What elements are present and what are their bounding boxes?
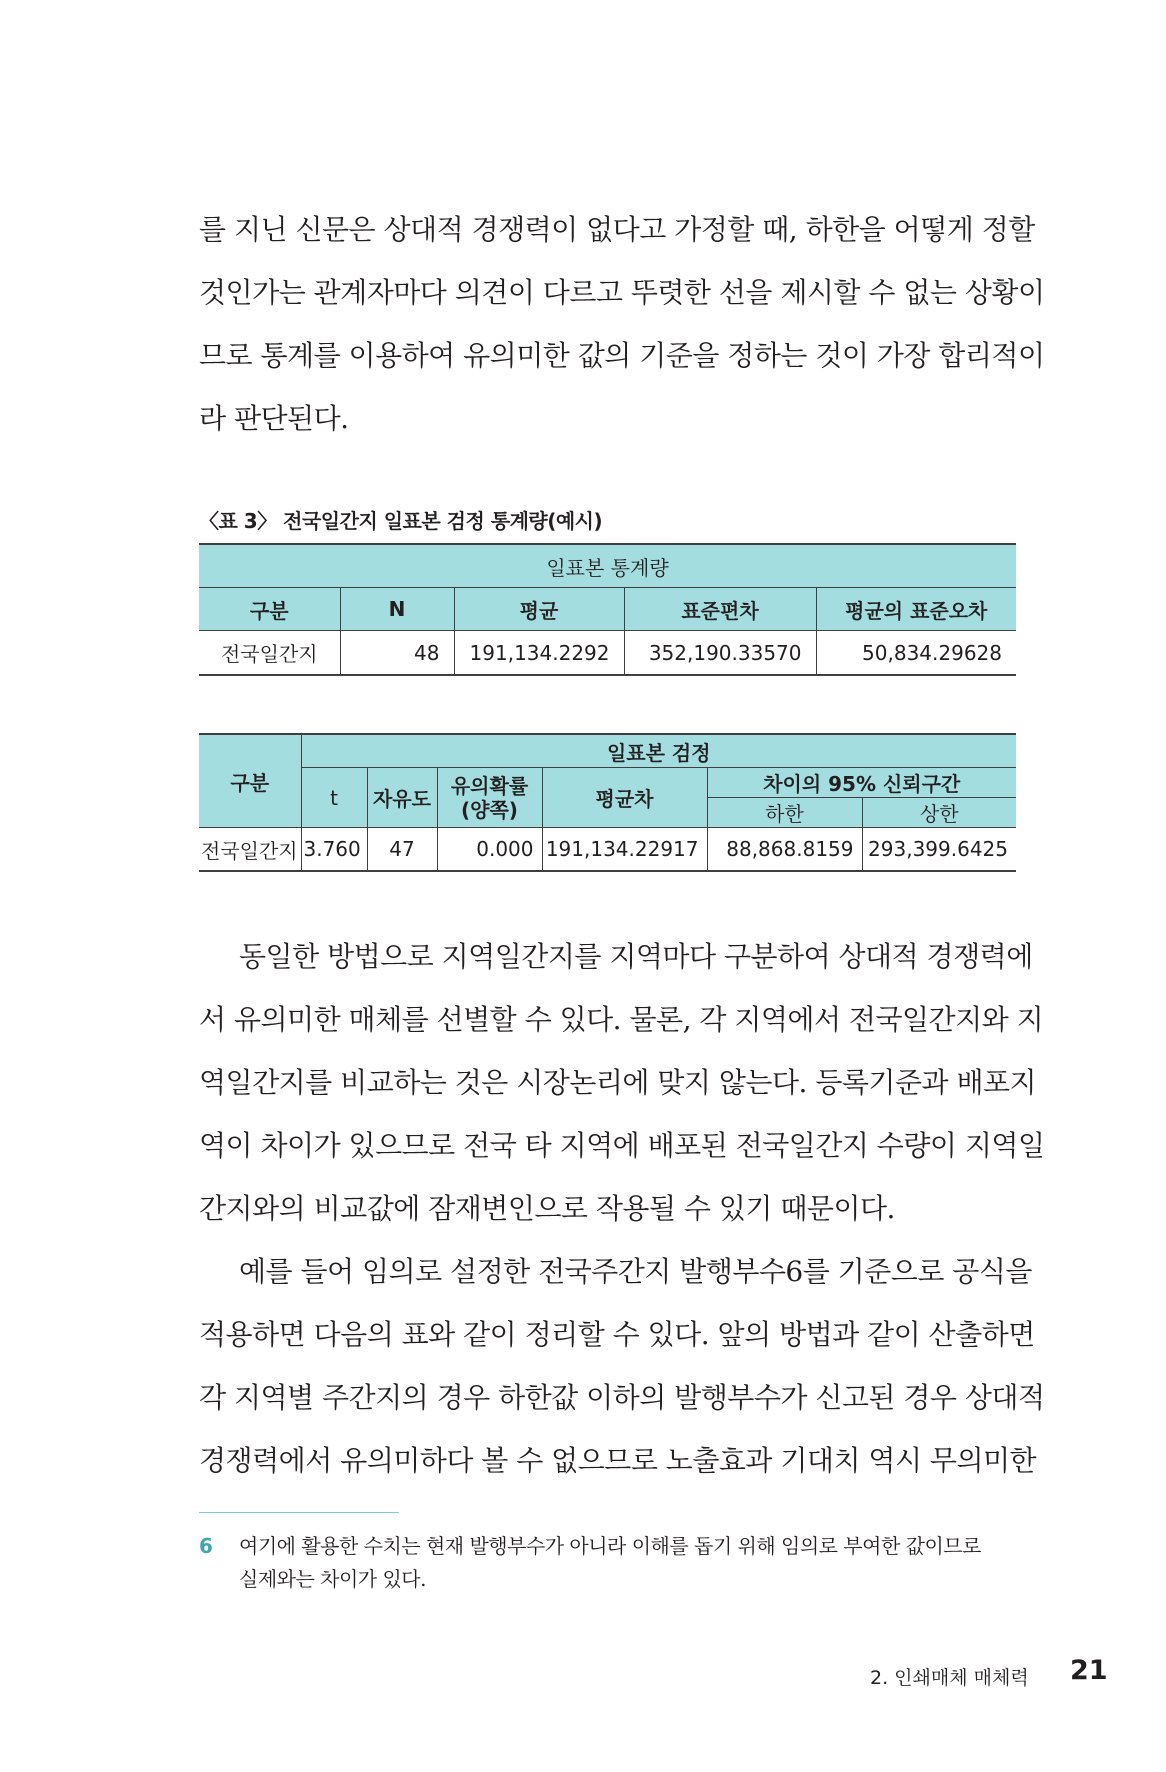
table-cell: 전국일간지: [199, 828, 301, 872]
paragraph-line: 라 판단된다.: [199, 402, 349, 435]
table-cell: 3.760: [301, 828, 367, 872]
table-caption: 〈표 3〉 전국일간지 일표본 검정 통계량(예시): [199, 509, 603, 533]
paragraph-line: 역이 차이가 있으므로 전국 타 지역에 배포된 전국일간지 수량이 지역일: [199, 1129, 1045, 1162]
paragraph-1: [199, 198, 1045, 450]
column-header: 차이의 95% 신뢰구간: [707, 768, 1016, 798]
column-header: N: [340, 588, 454, 631]
table-cell: 50,834.29628: [816, 631, 1016, 676]
footnote-line: 실제와는 차이가 있다.: [239, 1567, 426, 1591]
paragraph-line: 역일간지를 비교하는 것은 시장논리에 맞지 않는다. 등록기준과 배포지: [199, 1066, 1037, 1099]
paragraph-2: [199, 925, 1045, 1240]
running-head: 2. 인쇄매체 매체력: [870, 1667, 1029, 1689]
header-line: 유의확률: [450, 773, 529, 798]
table-cell: 0.000: [437, 828, 542, 872]
table-cell: 191,134.22917: [542, 828, 707, 872]
column-header: 구분: [199, 588, 340, 631]
table-cell: 전국일간지: [199, 631, 340, 676]
paragraph-line: 서 유의미한 매체를 선별할 수 있다. 물론, 각 지역에서 전국일간지와 지: [199, 1003, 1044, 1036]
footnote-line: 여기에 활용한 수치는 현재 발행부수가 아니라 이해를 돕기 위해 임의로 부여한 값이므로: [239, 1534, 981, 1558]
footnote-text: [239, 1530, 1019, 1596]
paragraph-line: 적용하면 다음의 표와 같이 정리할 수 있다. 앞의 방법과 같이 산출하면: [199, 1318, 1035, 1351]
paragraph-line: 간지와의 비교값에 잠재변인으로 작용될 수 있기 때문이다.: [199, 1192, 895, 1225]
column-header: 구분: [199, 734, 301, 828]
footnote-mark: 6: [199, 1534, 213, 1558]
column-header: [437, 768, 542, 828]
column-header: 평균의 표준오차: [816, 588, 1016, 631]
column-header: 자유도: [367, 768, 437, 828]
paragraph-line: 각 지역별 주간지의 경우 하한값 이하의 발행부수가 신고된 경우 상대적: [199, 1381, 1045, 1414]
table-cell: 293,399.6425: [862, 828, 1016, 872]
paragraph-3: [199, 1240, 1045, 1492]
column-header: 상한: [862, 798, 1016, 828]
header-line: (양쪽): [461, 797, 518, 822]
paragraph-line: 를 지닌 신문은 상대적 경쟁력이 없다고 가정할 때, 하한을 어떻게 정할: [199, 213, 1035, 246]
table-cell: 352,190.33570: [624, 631, 816, 676]
paragraph-line: 동일한 방법으로 지역일간지를 지역마다 구분하여 상대적 경쟁력에: [239, 940, 1033, 973]
paragraph-line: 므로 통계를 이용하여 유의미한 값의 기준을 정하는 것이 가장 합리적이: [199, 339, 1045, 372]
paragraph-line: 것인가는 관계자마다 의견이 다르고 뚜렷한 선을 제시할 수 없는 상황이: [199, 276, 1045, 309]
table-title: 일표본 통계량: [199, 544, 1016, 588]
table-cell: 47: [367, 828, 437, 872]
table-title: 일표본 검정: [301, 734, 1016, 768]
one-sample-statistics-table: [199, 543, 1016, 676]
column-header: 하한: [707, 798, 862, 828]
table-cell: 48: [340, 631, 454, 676]
paragraph-line: 예를 들어 임의로 설정한 전국주간지 발행부수6를 기준으로 공식을: [239, 1255, 1032, 1288]
page-number: 21: [1070, 1655, 1108, 1686]
one-sample-test-table: [199, 733, 1016, 872]
column-header: 평균: [454, 588, 624, 631]
table-cell: 191,134.2292: [454, 631, 624, 676]
column-header: t: [301, 768, 367, 828]
table-cell: 88,868.8159: [707, 828, 862, 872]
column-header: 표준편차: [624, 588, 816, 631]
paragraph-line: 경쟁력에서 유의미하다 볼 수 없으므로 노출효과 기대치 역시 무의미한: [199, 1444, 1037, 1477]
footnote-divider: [199, 1512, 399, 1513]
column-header: 평균차: [542, 768, 707, 828]
